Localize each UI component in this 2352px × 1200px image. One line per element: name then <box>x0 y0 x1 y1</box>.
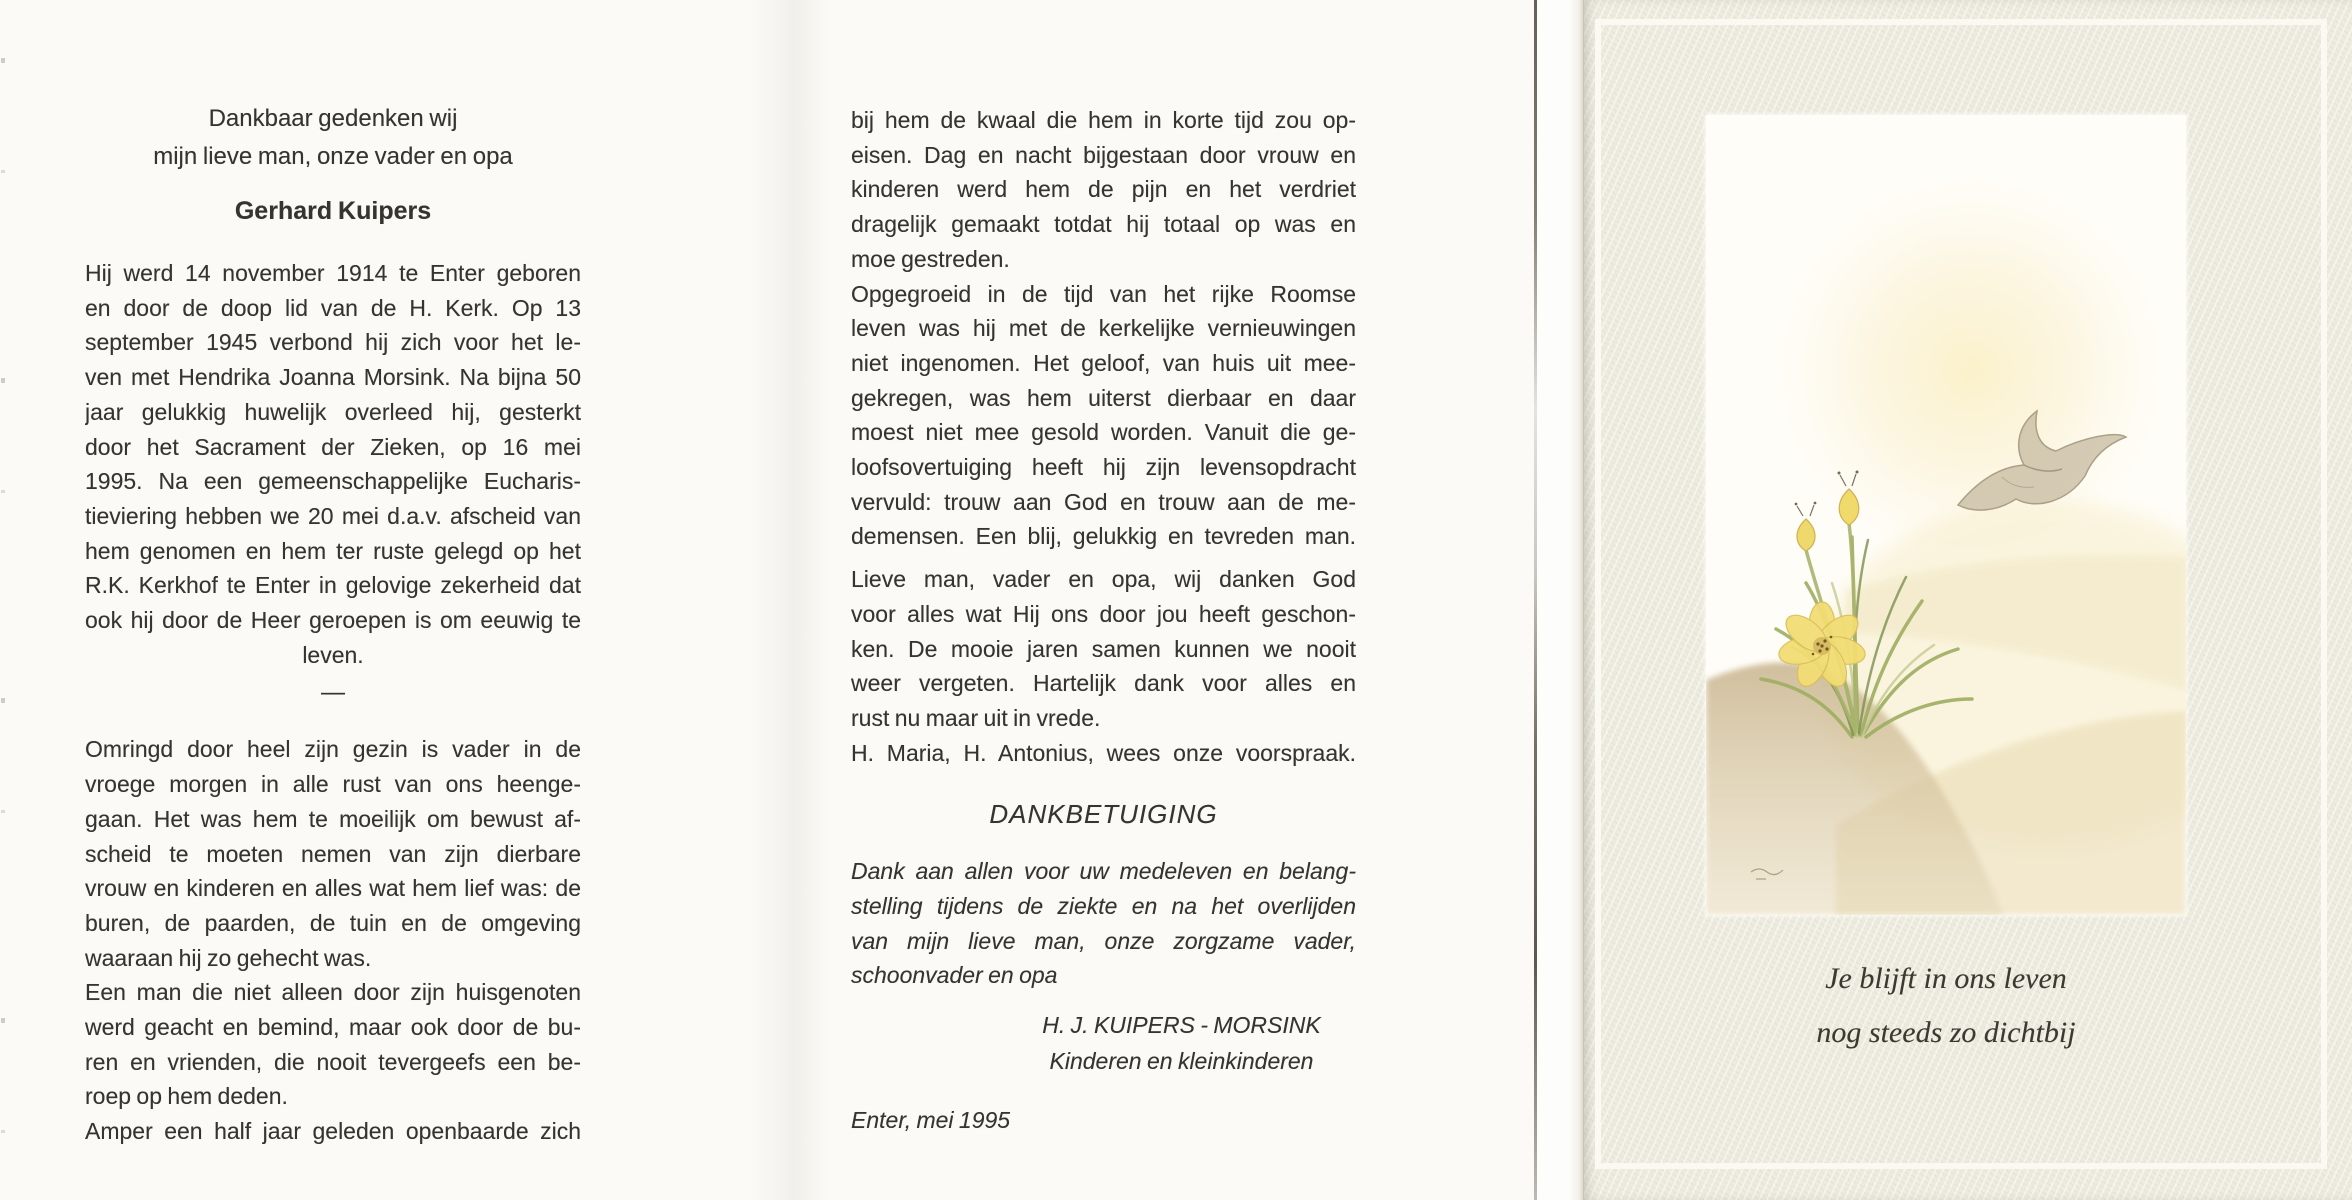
memorial-card-front <box>1583 0 2352 1200</box>
place-date-line: Enter, mei 1995 <box>851 1107 1011 1134</box>
acknowledgement-heading: DANKBETUIGING <box>989 799 1218 830</box>
page-crease-shadow <box>748 0 828 1200</box>
scan-edge-artifacts <box>1 0 5 1200</box>
farewell-paragraph: Lieve man, vader en opa, wij danken God voor alles wat Hij ons door jou heeft geschon- ken. De mooie jaren samen kunnen we nooit weer vergeten. Hartelijk dank voor alles en rust nu maar uit in vrede. <box>851 566 1356 731</box>
text-column-right <box>851 103 1356 1138</box>
intro-lines: Dankbaar gedenken wij mijn lieve man, onze vader en opa <box>153 105 513 170</box>
acknowledgement-paragraph: Dank aan allen voor uw medeleven en belang- stelling tijdens de ziekte en na het overlijden van mijn lieve man, onze zorgzame vader, schoonvader en opa <box>851 858 1356 989</box>
page-gap <box>1537 0 1583 1200</box>
family-signature: H. J. KUIPERS - MORSINK Kinderen en kleinkinderen <box>1042 1012 1321 1075</box>
biography-paragraph-1: Hij werd 14 november 1914 te Enter geboren en door de doop lid van de H. Kerk. Op 13 september 1945 verbond hij zich voor het le- ven met Hendrika Joanna Morsink. Na bijna 50 jaar gelukkig huwelijk overleed hij, gesterkt door het Sacrament der Zieken, op 16 mei 1995. Na een gemeenschappelijke Eucharis- tieviering hebben we 20 mei d.a.v. afscheid van hem genomen en hem ter ruste gelegd op het R.K. Kerkhof te Enter in gelovige zekerheid dat ook hij door de Heer geroepen is om eeuwig te leven. <box>85 260 581 668</box>
card-illustration <box>1706 115 2186 915</box>
deceased-name: Gerhard Kuipers <box>234 197 432 225</box>
text-column-left <box>85 100 581 1149</box>
biography-paragraph-5: bij hem de kwaal die hem in korte tijd zou op- eisen. Dag en nacht bijgestaan door vrouw en kinderen werd hem de pijn en het verdriet dragelijk gemaakt totdat hij totaal op was en moe gestreden. <box>851 107 1356 272</box>
biography-paragraph-3: Een man die niet alleen door zijn huisgenoten werd geacht en bemind, maar ook door de bu- ren en vrienden, die nooit tevergeefs een be- roep op hem deden. <box>85 979 581 1110</box>
watercolor-illustration <box>1706 115 2186 915</box>
intercession-line: H. Maria, H. Antonius, wees onze voorspraak. <box>851 739 1356 766</box>
biography-paragraph-6: Opgegroeid in de tijd van het rijke Roomse leven was hij met de kerkelijke vernieuwingen niet ingenomen. Het geloof, van huis uit mee- gekregen, was hem uiterst dierbaar en daar moest niet mee gesold worden. Vanuit die ge- loofsovertuiging heeft hij zijn levensopdracht vervuld: trouw aan God en trouw aan de me- demensen. Een blij, gelukkig en tevreden man. <box>851 280 1356 550</box>
memorial-quote: Je blijft in ons leven nog steeds zo dichtbij <box>1816 962 2076 1049</box>
biography-paragraph-2: Omringd door heel zijn gezin is vader in de vroege morgen in alle rust van ons heenge- gaan. Het was hem te moeilijk om bewust af- scheid te moeten nemen van zijn dierbare vrouw en kinderen en alles wat hem lief was: de buren, de paarden, de tuin en de omgeving waaraan hij zo gehecht was. <box>85 736 581 971</box>
biography-paragraph-4: Amper een half jaar geleden openbaarde zich <box>85 1118 581 1145</box>
section-divider-dash: — <box>321 679 345 707</box>
